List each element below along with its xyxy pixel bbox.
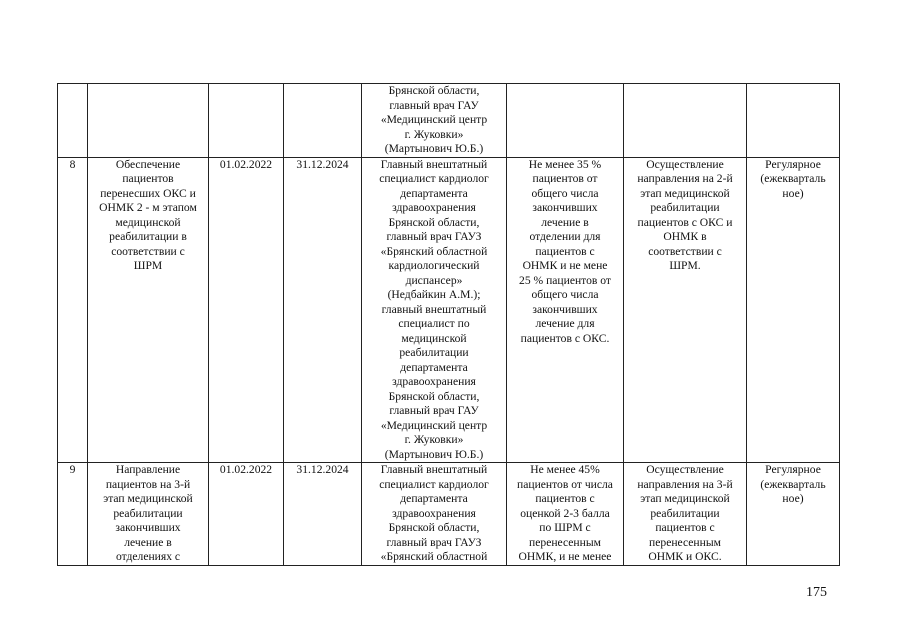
periodicity-text: Регулярное (ежекварталь ное): [760, 463, 826, 505]
cell-start: [209, 84, 284, 158]
end-date: 31.12.2024: [296, 157, 349, 171]
cell-result: [624, 84, 747, 158]
table-row-continuation: [58, 84, 840, 158]
cell-num: [58, 157, 88, 463]
table-row: [58, 157, 840, 463]
cell-indicator: [507, 84, 624, 158]
indicator-text: Не менее 45% пациентов от числа пациентов с оценкой 2-3 балла по ШРМ с перенесенным ОНМК, и не менее: [517, 463, 613, 563]
activity-table: [57, 83, 840, 566]
responsible-text: Брянской области, главный врач ГАУ «Медицинский центр г. Жуковки» (Мартынович Ю.Б.): [380, 84, 488, 155]
cell-responsible: [362, 463, 507, 566]
cell-result: [624, 157, 747, 463]
cell-periodicity: [747, 157, 840, 463]
cell-task: [88, 157, 209, 463]
responsible-text: Главный внештатный специалист кардиолог департамента здравоохранения Брянской области, главный врач ГАУЗ «Брянский областной: [379, 463, 489, 563]
cell-start: [209, 463, 284, 566]
cell-periodicity: [747, 463, 840, 566]
cell-result: [624, 463, 747, 566]
periodicity-text: Регулярное (ежекварталь ное): [760, 157, 826, 200]
end-date: 31.12.2024: [296, 463, 349, 476]
result-text: Осуществление направления на 2-й этап медицинской реабилитации пациентов с ОКС и ОНМК в соответствии с ШРМ.: [637, 157, 733, 272]
start-date: 01.02.2022: [219, 157, 273, 171]
cell-num: [58, 84, 88, 158]
cell-num: [58, 463, 88, 566]
cell-responsible: [362, 157, 507, 463]
cell-end: [284, 463, 362, 566]
cell-start: [209, 157, 284, 463]
cell-indicator: [507, 157, 624, 463]
cell-periodicity: [747, 84, 840, 158]
start-date: 01.02.2022: [219, 463, 273, 476]
task-text: Направление пациентов на 3-й этап медицинской реабилитации закончивших лечение в отделениях с: [103, 463, 193, 563]
cell-task: [88, 84, 209, 158]
cell-end: [284, 157, 362, 463]
table-row: [58, 463, 840, 566]
row-number: 8: [69, 157, 76, 171]
page-number: 175: [806, 585, 827, 600]
task-text: Обеспечение пациентов перенесших ОКС и ОНМК 2 - м этапом медицинской реабилитации в соответствии с ШРМ: [99, 157, 197, 272]
indicator-text: Не менее 35 % пациентов от общего числа закончивших лечение в отделении для пациентов с ОНМК и не мене 25 % пациентов от общего числа закончивших лечение для пациентов с ОКС.: [519, 157, 611, 345]
responsible-text: Главный внештатный специалист кардиолог департамента здравоохранения Брянской области, главный врач ГАУЗ «Брянский областной кардиологический диспансер» (Недбайкин А.М.); главный внештатный специалист по медицинской реабилитации департамента здравоохранения Брянской области, главный врач ГАУ «Медицинский центр г. Жуковки» (Мартынович Ю.Б.): [379, 157, 489, 461]
cell-task: [88, 463, 209, 566]
row-number: 9: [69, 463, 76, 476]
cell-end: [284, 84, 362, 158]
cell-responsible: [362, 84, 507, 158]
result-text: Осуществление направления на 3-й этап медицинской реабилитации пациентов с перенесенным ОНМК и ОКС.: [637, 463, 733, 563]
cell-indicator: [507, 463, 624, 566]
